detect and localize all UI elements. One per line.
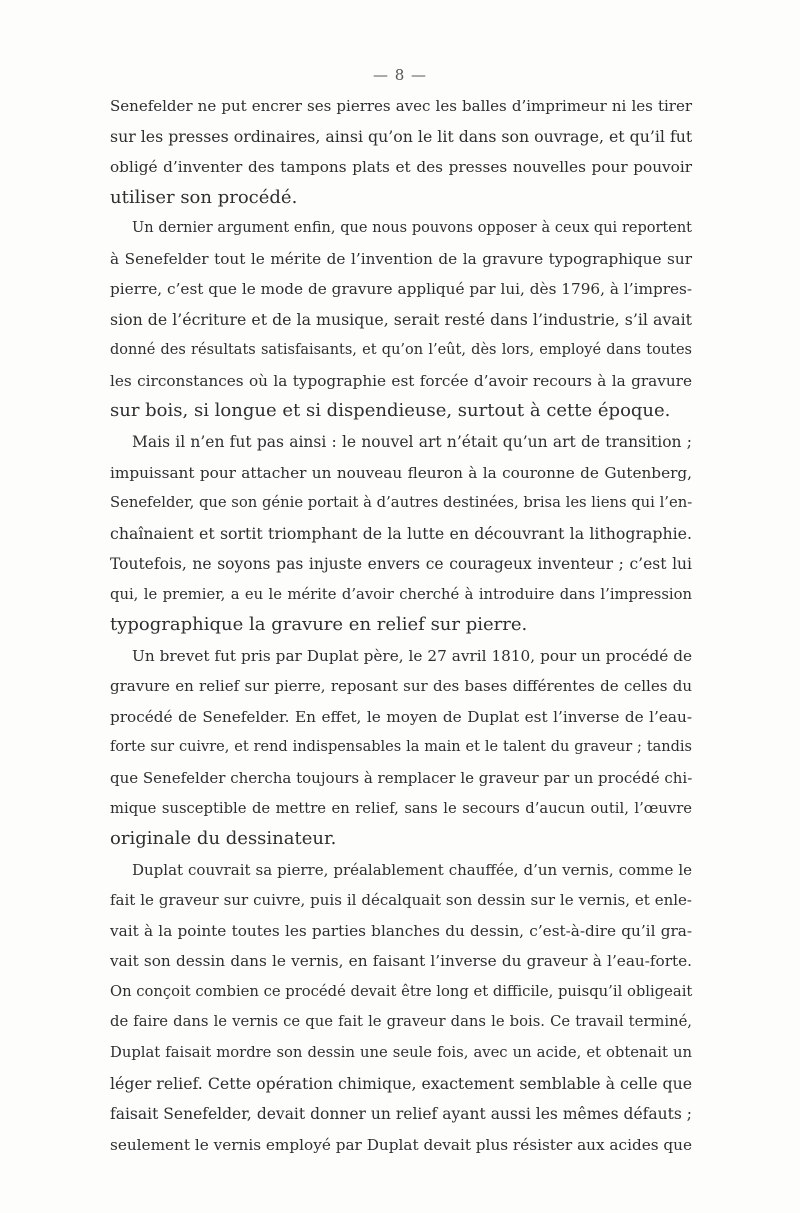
text-line: mique susceptible de mettre en relief, sans le secours d’aucun outil, l’œuvre xyxy=(110,799,692,817)
text-line: que Senefelder chercha toujours à remplacer le graveur par un procédé chi- xyxy=(110,769,693,788)
text-line: utiliser son procédé. xyxy=(110,186,298,208)
text-line: sur bois, si longue et si dispendieuse, surtout à cette époque. xyxy=(110,400,671,422)
text-line: Mais il n’en fut pas ainsi : le nouvel art n’était qu’un art de transition ; xyxy=(132,433,692,452)
text-line: sur les presses ordinaires, ainsi qu’on le lit dans son ouvrage, et qu’il fut xyxy=(110,126,693,146)
text-line: obligé d’inventer des tampons plats et des presses nouvelles pour pouvoir xyxy=(110,158,692,177)
text-line: à Senefelder tout le mérite de l’invention de la gravure typographique sur xyxy=(110,249,692,268)
text-line: Duplat faisait mordre son dessin une seule fois, avec un acide, et obtenait un xyxy=(110,1043,692,1061)
page-number: — 8 — xyxy=(372,66,428,84)
text-line: qui, le premier, a eu le mérite d’avoir cherché à introduire dans l’impression xyxy=(110,585,692,603)
text-line: vait à la pointe toutes les parties blanches du dessin, c’est-à-dire qu’il gra- xyxy=(110,921,692,940)
text-line: impuissant pour attacher un nouveau fleuron à la couronne de Gutenberg, xyxy=(110,463,692,482)
text-line: Un dernier argument enfin, que nous pouvons opposer à ceux qui reportent xyxy=(132,220,692,237)
text-line: typographique la gravure en relief sur pierre. xyxy=(110,614,528,636)
body-text xyxy=(110,91,692,1160)
text-line: faisait Senefelder, devait donner un relief ayant aussi les mêmes défauts ; xyxy=(110,1105,692,1124)
text-line: léger relief. Cette opération chimique, exactement semblable à celle que xyxy=(110,1073,693,1093)
text-line: sion de l’écriture et de la musique, serait resté dans l’industrie, s’il avait xyxy=(110,309,692,329)
text-line: Un brevet fut pris par Duplat père, le 27 avril 1810, pour un procédé de xyxy=(132,646,692,665)
text-line: forte sur cuivre, et rend indispensables la main et le talent du graveur ; tandis xyxy=(110,739,692,756)
text-line: gravure en relief sur pierre, reposant sur des bases différentes de celles du xyxy=(110,677,692,696)
text-line: fait le graveur sur cuivre, puis il décalquait son dessin sur le vernis, et enle- xyxy=(110,891,692,910)
text-line: Senefelder ne put encrer ses pierres avec les balles d’imprimeur ni les tirer xyxy=(110,97,692,115)
text-line: vait son dessin dans le vernis, en faisant l’inverse du graveur à l’eau-forte. xyxy=(110,952,692,971)
text-line: les circonstances où la typographie est forcée d’avoir recours à la gravure xyxy=(110,371,692,390)
text-line: On conçoit combien ce procédé devait être long et difficile, puisqu’il obligeait xyxy=(110,982,693,1000)
text-line: chaînaient et sortit triomphant de la lutte en découvrant la lithographie. xyxy=(110,523,692,543)
text-line: Senefelder, que son génie portait à d’autres destinées, brisa les liens qui l’en- xyxy=(110,494,693,512)
text-line: procédé de Senefelder. En effet, le moyen de Duplat est l’inverse de l’eau- xyxy=(110,707,692,726)
text-line: Duplat couvrait sa pierre, préalablement chauffée, d’un vernis, comme le xyxy=(132,860,692,879)
text-line: seulement le vernis employé par Duplat devait plus résister aux acides que xyxy=(110,1135,693,1154)
text-line: de faire dans le vernis ce que fait le graveur dans le bois. Ce travail terminé, xyxy=(110,1013,692,1031)
text-line: originale du dessinateur. xyxy=(110,828,337,850)
text-line: donné des résultats satisfaisants, et qu’on l’eût, dès lors, employé dans toutes xyxy=(110,342,692,359)
text-line: pierre, c’est que le mode de gravure appliqué par lui, dès 1796, à l’impres- xyxy=(110,280,692,299)
text-line: Toutefois, ne soyons pas injuste envers ce courageux inventeur ; c’est lui xyxy=(110,555,692,574)
